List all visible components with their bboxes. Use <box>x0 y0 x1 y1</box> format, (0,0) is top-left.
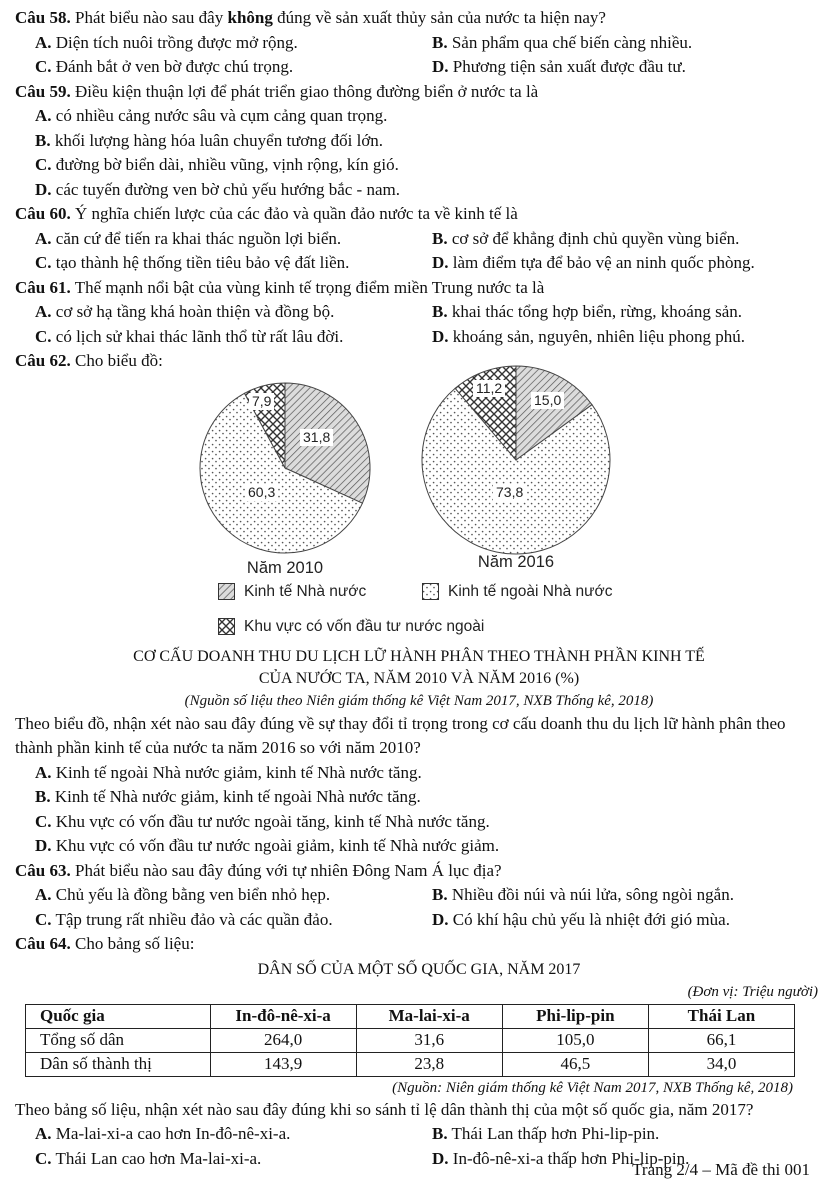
q63-option-b: B. Nhiều đồi núi và núi lửa, sông ngòi ngắn. <box>432 885 734 904</box>
cell-urban-malaysia: 23,8 <box>356 1052 502 1076</box>
q62-chart-source: (Nguồn số liệu theo Niên giám thống kê Việt Nam 2017, NXB Thống kê, 2018) <box>184 692 654 709</box>
question-63 <box>15 859 823 933</box>
header-indonesia: In-đô-nê-xi-a <box>210 1004 356 1028</box>
cell-total-indonesia: 264,0 <box>210 1028 356 1052</box>
question-60 <box>15 202 823 276</box>
q60-option-c: C. tạo thành hệ thống tiền tiêu bảo vệ đất liền. <box>35 253 350 272</box>
q60-option-a: A. căn cứ để tiến ra khai thác nguồn lợi biển. <box>35 228 342 248</box>
pie-2010-caption: Năm 2010 <box>246 558 324 577</box>
header-malaysia: Ma-lai-xi-a <box>356 1004 502 1028</box>
q59-option-c: C. đường bờ biển dài, nhiều vũng, vịnh rộng, kín gió. <box>35 155 399 174</box>
q61-option-c: C. có lịch sử khai thác lãnh thổ từ rất lâu đời. <box>35 326 344 346</box>
legend-item-foreign <box>218 618 484 636</box>
q60-option-d: D. làm điểm tựa để bảo vệ an ninh quốc phòng. <box>432 253 755 272</box>
row-urban-label: Dân số thành thị <box>26 1052 211 1076</box>
question-62 <box>15 349 823 859</box>
q63-option-c: C. Tập trung rất nhiều đảo và các quần đảo. <box>35 909 333 929</box>
population-table <box>25 1004 795 1077</box>
q58-option-b: B. Sản phẩm qua chế biến càng nhiều. <box>432 32 693 52</box>
q61-options <box>15 300 823 349</box>
q62-chart-title-line1: CƠ CẤU DOANH THU DU LỊCH LỮ HÀNH PHÂN THEO THÀNH PHẦN KINH TẾ <box>133 647 705 665</box>
pie-2010-svg <box>197 380 373 580</box>
q62-option-d: D. Khu vực có vốn đầu tư nước ngoài giảm, kinh tế Nhà nước giảm. <box>35 836 500 855</box>
q58-option-d: D. Phương tiện sản xuất được đầu tư. <box>432 57 686 76</box>
legend-label-nonstate: Kinh tế ngoài Nhà nước <box>448 582 613 600</box>
header-thailand: Thái Lan <box>648 1004 794 1028</box>
legend-label-foreign: Khu vực có vốn đầu tư nước ngoài <box>244 617 485 635</box>
q62-chart-title-line2: CỦA NƯỚC TA, NĂM 2010 VÀ NĂM 2016 (%) <box>258 669 580 687</box>
q62-option-b: B. Kinh tế Nhà nước giảm, kinh tế ngoài Nhà nước tăng. <box>35 787 421 806</box>
legend-swatch-dots <box>422 583 439 600</box>
q60-stem: Câu 60. Ý nghĩa chiến lược của các đảo và quần đảo nước ta về kinh tế là <box>15 204 518 223</box>
q58-options <box>15 31 823 80</box>
q63-number: Câu 63. <box>15 860 71 880</box>
q61-option-b: B. khai thác tổng hợp biển, rừng, khoáng sản. <box>432 302 742 321</box>
q60-option-b: B. cơ sở để khẳng định chủ quyền vùng biển. <box>432 228 740 248</box>
q58-number: Câu 58. <box>15 8 71 27</box>
q64-option-c: C. Thái Lan cao hơn Ma-lai-xi-a. <box>35 1148 262 1168</box>
page-footer: Trang 2/4 – Mã đề thi 001 <box>632 1160 810 1179</box>
q62-option-c: C. Khu vực có vốn đầu tư nước ngoài tăng, kinh tế Nhà nước tăng. <box>35 811 490 831</box>
q58-stem-bold: không <box>227 8 273 27</box>
pie-2010-label-nonstate: 60,3 <box>245 484 278 501</box>
question-64 <box>15 932 823 1171</box>
cell-total-thailand: 66,1 <box>648 1028 794 1052</box>
question-59 <box>15 80 823 203</box>
q63-options <box>15 883 823 932</box>
legend-item-nonstate <box>422 583 612 601</box>
q59-number: Câu 59. <box>15 81 71 101</box>
q62-chart-figure <box>15 374 823 646</box>
q63-option-a: A. Chủ yếu là đồng bằng ven biển nhỏ hẹp. <box>35 885 331 904</box>
q59-stem: Câu 59. Điều kiện thuận lợi để phát triển giao thông đường biển ở nước ta là <box>15 81 539 101</box>
q62-stem-intro: Câu 62. Cho biểu đồ: <box>15 351 163 370</box>
q62-options <box>15 761 823 859</box>
q63-option-d: D. Có khí hậu chủ yếu là nhiệt đới gió mùa. <box>432 909 730 929</box>
q59-options <box>15 104 823 202</box>
q64-table-title: DÂN SỐ CỦA MỘT SỐ QUỐC GIA, NĂM 2017 <box>257 960 581 978</box>
q58-stem <box>15 6 823 31</box>
q62-number: Câu 62. <box>15 351 71 370</box>
q62-option-a: A. Kinh tế ngoài Nhà nước giảm, kinh tế Nhà nước tăng. <box>35 762 422 782</box>
pie-2016-label-foreign: 11,2 <box>473 380 505 397</box>
q61-option-a: A. cơ sở hạ tầng khá hoàn thiện và đồng bộ. <box>35 302 335 321</box>
q58-option-a: A. Diện tích nuôi trồng được mở rộng. <box>35 32 298 52</box>
q64-table-unit: (Đơn vị: Triệu người) <box>687 983 818 1000</box>
row-total-label: Tổng số dân <box>26 1028 211 1052</box>
header-country: Quốc gia <box>26 1004 211 1028</box>
table-row <box>26 1028 795 1052</box>
q61-number: Câu 61. <box>15 277 71 297</box>
question-61 <box>15 276 823 350</box>
q60-number: Câu 60. <box>15 204 71 223</box>
cell-total-philippines: 105,0 <box>502 1028 648 1052</box>
pie-2010-label-foreign: 7,9 <box>249 393 274 410</box>
pie-2016-label-state: 15,0 <box>531 392 564 409</box>
cell-urban-thailand: 34,0 <box>648 1052 794 1076</box>
q64-table-source: (Nguồn: Niên giám thống kê Việt Nam 2017, NXB Thống kê, 2018) <box>392 1079 793 1096</box>
q58-stem-post: đúng về sản xuất thủy sản của nước ta hiện nay? <box>272 8 606 27</box>
q64-option-a: A. Ma-lai-xi-a cao hơn In-đô-nê-xi-a. <box>35 1124 291 1143</box>
q62-question-stem: Theo biểu đồ, nhận xét nào sau đây đúng về sự thay đổi tỉ trọng trong cơ cấu doanh thu du lịch lữ hành phân theo thành phần kinh tế của nước ta năm 2016 so với năm 2010? <box>15 713 786 757</box>
q64-stem-intro: Câu 64. Cho bảng số liệu: <box>15 934 195 953</box>
q64-number: Câu 64. <box>15 934 71 953</box>
pie-2016-caption: Năm 2016 <box>477 552 555 571</box>
pie-2010-label-state: 31,8 <box>300 429 333 446</box>
q61-option-d: D. khoáng sản, nguyên, nhiên liệu phong phú. <box>432 326 746 346</box>
q60-options <box>15 227 823 276</box>
q63-stem: Câu 63. Phát biểu nào sau đây đúng với tự nhiên Đông Nam Á lục địa? <box>15 860 502 880</box>
q59-option-b: B. khối lượng hàng hóa luân chuyển tương đối lớn. <box>35 130 384 150</box>
question-58 <box>15 6 823 80</box>
header-philippines: Phi-lip-pin <box>502 1004 648 1028</box>
pie-chart-2010 <box>197 380 373 580</box>
q59-option-a: A. có nhiều cảng nước sâu và cụm cảng quan trọng. <box>35 106 388 125</box>
legend-swatch-diagonal-hatch <box>218 583 235 600</box>
q58-stem-pre: Phát biểu nào sau đây <box>74 8 228 27</box>
cell-urban-philippines: 46,5 <box>502 1052 648 1076</box>
cell-total-malaysia: 31,6 <box>356 1028 502 1052</box>
q64-option-b: B. Thái Lan thấp hơn Phi-lip-pin. <box>432 1124 660 1143</box>
table-row <box>26 1052 795 1076</box>
cell-urban-indonesia: 143,9 <box>210 1052 356 1076</box>
pie-chart-2016 <box>418 362 614 571</box>
q59-option-d: D. các tuyến đường ven bờ chủ yếu hướng bắc - nam. <box>35 179 400 199</box>
pie-2016-svg <box>418 362 614 558</box>
legend-swatch-cross-hatch <box>218 618 235 635</box>
q64-option-d: D. In-đô-nê-xi-a thấp hơn Phi-lip-pin. <box>432 1148 690 1168</box>
legend-label-state: Kinh tế Nhà nước <box>244 582 367 600</box>
q58-option-c: C. Đánh bắt ở ven bờ được chú trọng. <box>35 57 294 76</box>
table-header-row <box>26 1004 795 1028</box>
legend-item-state <box>218 583 366 601</box>
pie-2016-label-nonstate: 73,8 <box>493 484 526 501</box>
q61-stem: Câu 61. Thế mạnh nổi bật của vùng kinh tế trọng điểm miền Trung nước ta là <box>15 277 545 297</box>
q64-question-stem: Theo bảng số liệu, nhận xét nào sau đây đúng khi so sánh tỉ lệ dân thành thị của một số quốc gia, năm 2017? <box>15 1099 754 1119</box>
